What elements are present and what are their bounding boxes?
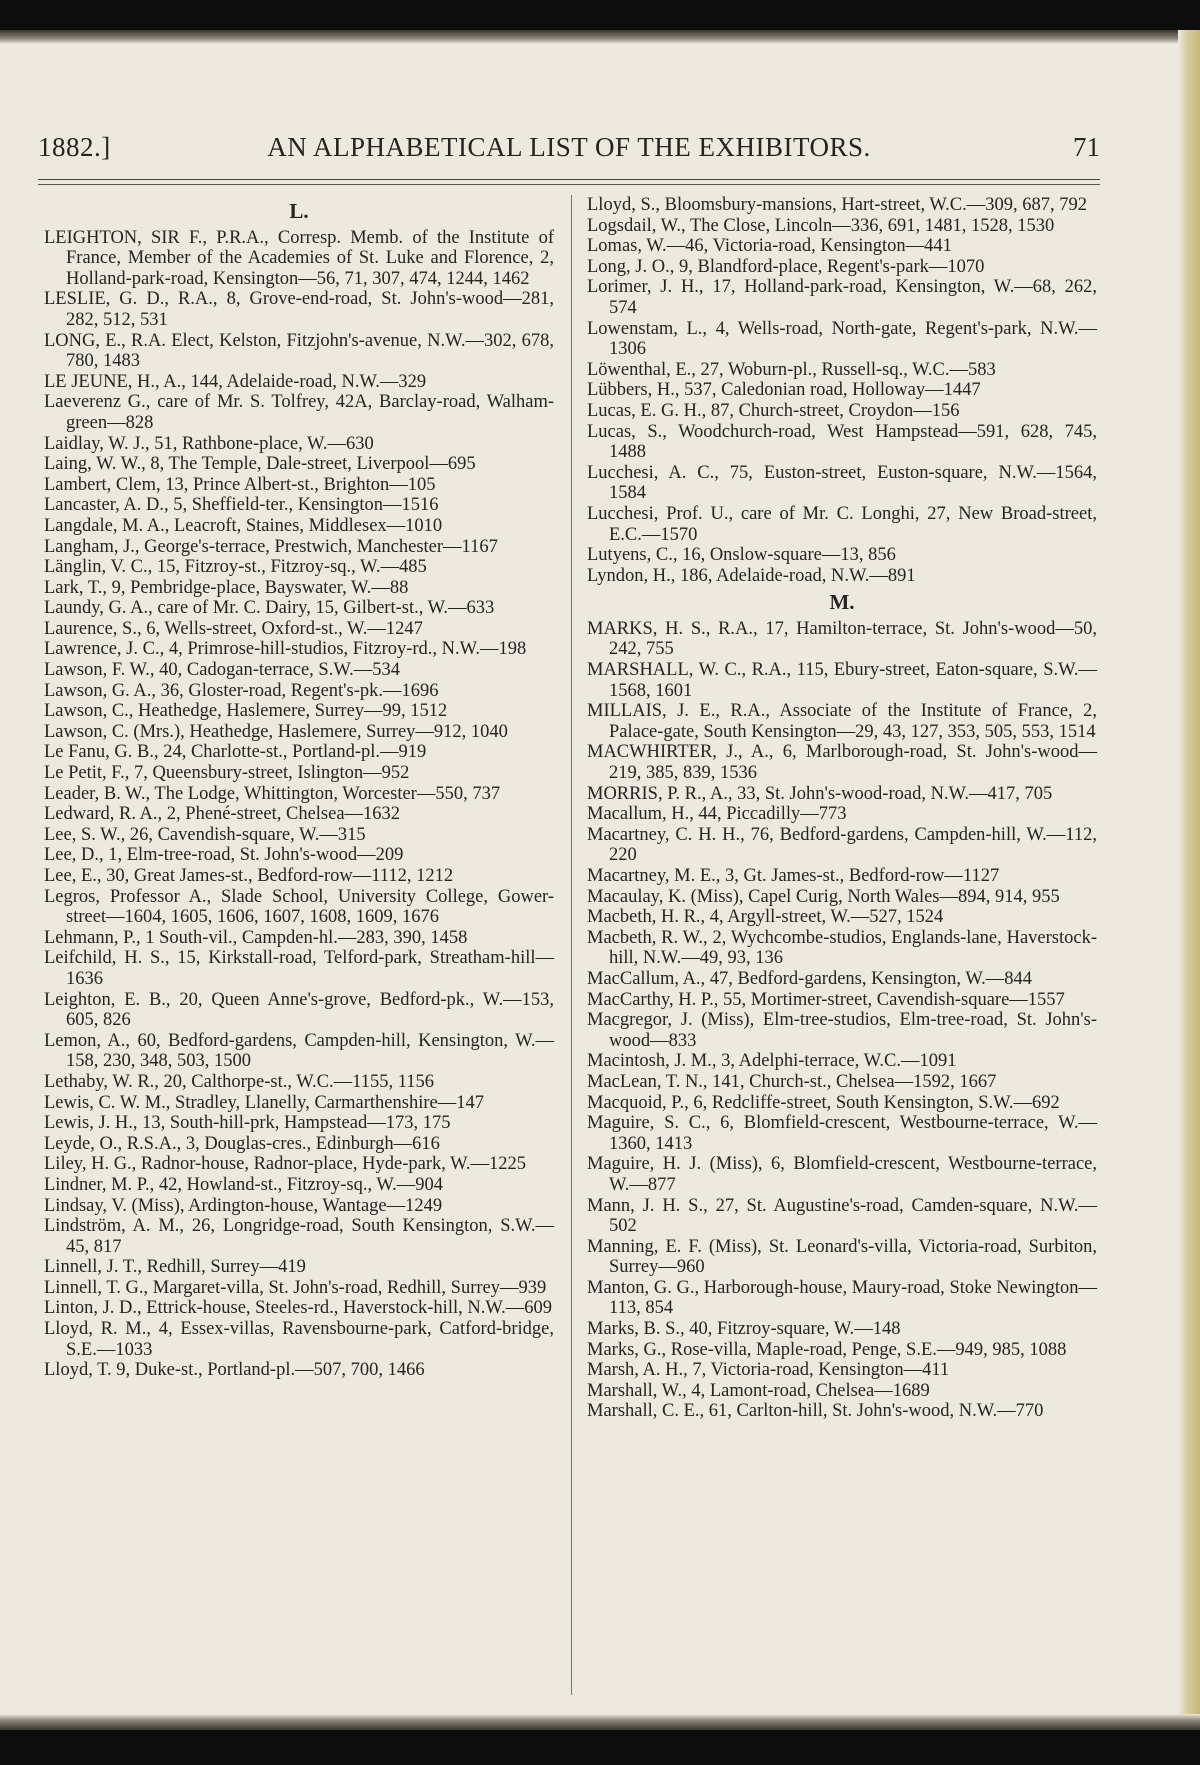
header-title: AN ALPHABETICAL LIST OF THE EXHIBITORS. bbox=[267, 132, 871, 162]
exhibitor-entry: Ledward, R. A., 2, Phené-street, Chelsea—1632 bbox=[44, 804, 401, 825]
exhibitor-entry: MORRIS, P. R., A., 33, St. John's-wood-road, N.W.—417, 705 bbox=[587, 783, 1053, 804]
exhibitor-entry: MACWHIRTER, J., A., 6, Marlborough-road, St. John's-wood—219, 385, 839, 1536 bbox=[587, 742, 1097, 784]
exhibitor-entry: Lyndon, H., 186, Adelaide-road, N.W.—891 bbox=[587, 565, 916, 586]
exhibitor-entry: Lawrence, J. C., 4, Primrose-hill-studios, Fitzroy-rd., N.W.—198 bbox=[44, 639, 527, 660]
exhibitor-entry: Marks, B. S., 40, Fitzroy-square, W.—148 bbox=[587, 1319, 901, 1340]
column-divider bbox=[571, 195, 572, 1695]
exhibitor-entry: Linnell, J. T., Redhill, Surrey—419 bbox=[44, 1257, 306, 1278]
exhibitor-entry: Legros, Professor A., Slade School, University College, Gower-street—1604, 1605, 1606, 1607, 1608, 1609, 1676 bbox=[44, 886, 554, 928]
exhibitor-entry: Logsdail, W., The Close, Lincoln—336, 691, 1481, 1528, 1530 bbox=[587, 215, 1055, 236]
exhibitor-entry: Leifchild, H. S., 15, Kirkstall-road, Telford-park, Streatham-hill—1636 bbox=[44, 948, 554, 989]
exhibitor-entry: Macquoid, P., 6, Redcliffe-street, South Kensington, S.W.—692 bbox=[587, 1092, 1060, 1113]
exhibitor-entry: Lucas, S., Woodchurch-road, West Hampstead—591, 628, 745, 1488 bbox=[587, 421, 1097, 463]
exhibitor-entry: Lucchesi, A. C., 75, Euston-street, Euston-square, N.W.—1564, 1584 bbox=[587, 462, 1097, 504]
exhibitor-entry: Lemon, A., 60, Bedford-gardens, Campden-hill, Kensington, W.—158, 230, 348, 503, 1500 bbox=[44, 1030, 554, 1072]
exhibitor-entry: LEIGHTON, SIR F., P.R.A., Corresp. Memb. of the Institute of France, Member of the Academies of St. Luke and Florence, 2, Holland-park-road, Kensington—56, 71, 307, 474, 1244, 1462 bbox=[44, 227, 554, 289]
exhibitor-entry: Lewis, J. H., 13, South-hill-prk, Hampstead—173, 175 bbox=[44, 1113, 451, 1134]
exhibitor-entry: Manning, E. F. (Miss), St. Leonard's-villa, Victoria-road, Surbiton, Surrey—960 bbox=[587, 1236, 1097, 1278]
exhibitor-entry: MacLean, T. N., 141, Church-st., Chelsea—1592, 1667 bbox=[587, 1071, 997, 1092]
header-rule-thin bbox=[38, 184, 1100, 185]
exhibitor-entry: Leader, B. W., The Lodge, Whittington, Worcester—550, 737 bbox=[44, 783, 501, 804]
exhibitor-entry: Manton, G. G., Harborough-house, Maury-road, Stoke Newington—113, 854 bbox=[587, 1277, 1097, 1319]
exhibitor-entry: Lee, S. W., 26, Cavendish-square, W.—315 bbox=[44, 824, 366, 845]
section-letter-m: M. bbox=[829, 590, 855, 615]
exhibitor-entry: Lawson, C., Heathedge, Haslemere, Surrey—99, 1512 bbox=[44, 701, 448, 722]
exhibitor-entry: Lambert, Clem, 13, Prince Albert-st., Brighton—105 bbox=[44, 474, 436, 495]
exhibitor-entry: Laidlay, W. J., 51, Rathbone-place, W.—630 bbox=[44, 433, 374, 454]
exhibitor-entry: Marshall, W., 4, Lamont-road, Chelsea—1689 bbox=[587, 1380, 930, 1401]
left-entry-list bbox=[44, 228, 554, 1381]
exhibitor-entry: Lloyd, R. M., 4, Essex-villas, Ravensbourne-park, Catford-bridge, S.E.—1033 bbox=[44, 1319, 554, 1360]
exhibitor-entry: Linton, J. D., Ettrick-house, Steeles-rd., Haverstock-hill, N.W.—609 bbox=[44, 1298, 552, 1319]
page-binding-edge bbox=[1178, 30, 1200, 1730]
exhibitor-entry: Lancaster, A. D., 5, Sheffield-ter., Kensington—1516 bbox=[44, 495, 439, 516]
page-bottom-edge bbox=[0, 1714, 1200, 1730]
exhibitor-entry: Lloyd, S., Bloomsbury-mansions, Hart-street, W.C.—309, 687, 792 bbox=[587, 195, 1087, 215]
exhibitor-entry: Lloyd, T. 9, Duke-st., Portland-pl.—507, 700, 1466 bbox=[44, 1360, 425, 1381]
exhibitor-entry: Macbeth, R. W., 2, Wychcombe-studios, Englands-lane, Haverstock-hill, N.W.—49, 93, 136 bbox=[587, 927, 1097, 969]
header-rule bbox=[38, 179, 1100, 180]
exhibitor-entry: Lindström, A. M., 26, Longridge-road, South Kensington, S.W.—45, 817 bbox=[44, 1216, 554, 1257]
exhibitor-entry: Lindsay, V. (Miss), Ardington-house, Wantage—1249 bbox=[44, 1195, 443, 1216]
exhibitor-entry: Lawson, G. A., 36, Gloster-road, Regent's-pk.—1696 bbox=[44, 680, 439, 701]
exhibitor-entry: Lewis, C. W. M., Stradley, Llanelly, Carmarthenshire—147 bbox=[44, 1092, 484, 1113]
exhibitor-entry: Long, J. O., 9, Blandford-place, Regent's-park—1070 bbox=[587, 256, 985, 277]
exhibitor-entry: Laundy, G. A., care of Mr. C. Dairy, 15, Gilbert-st., W.—633 bbox=[44, 598, 495, 619]
right-entry-list-l bbox=[587, 195, 1097, 586]
exhibitor-entry: Marks, G., Rose-villa, Maple-road, Penge, S.E.—949, 985, 1088 bbox=[587, 1339, 1067, 1360]
exhibitor-entry: Maguire, S. C., 6, Blomfield-crescent, Westbourne-terrace, W.—1360, 1413 bbox=[587, 1113, 1097, 1154]
exhibitor-entry: LONG, E., R.A. Elect, Kelston, Fitzjohn's-avenue, N.W.—302, 678, 780, 1483 bbox=[44, 330, 554, 372]
exhibitor-entry: Liley, H. G., Radnor-house, Radnor-place, Hyde-park, W.—1225 bbox=[44, 1154, 527, 1175]
exhibitor-entry: MILLAIS, J. E., R.A., Associate of the Institute of France, 2, Palace-gate, South Kensington—29, 43, 127, 353, 505, 553, 1514 bbox=[587, 701, 1097, 742]
exhibitor-entry: Lark, T., 9, Pembridge-place, Bayswater, W.—88 bbox=[44, 577, 409, 598]
exhibitor-entry: Leighton, E. B., 20, Queen Anne's-grove, Bedford-pk., W.—153, 605, 826 bbox=[44, 989, 554, 1031]
exhibitor-entry: Le Petit, F., 7, Queensbury-street, Islington—952 bbox=[44, 763, 410, 784]
exhibitor-entry: Lübbers, H., 537, Caledonian road, Holloway—1447 bbox=[587, 380, 981, 401]
exhibitor-entry: Linnell, T. G., Margaret-villa, St. John's-road, Redhill, Surrey—939 bbox=[44, 1277, 547, 1298]
exhibitor-entry: Macbeth, H. R., 4, Argyll-street, W.—527, 1524 bbox=[587, 907, 944, 928]
exhibitor-entry: Marshall, C. E., 61, Carlton-hill, St. John's-wood, N.W.—770 bbox=[587, 1401, 1044, 1422]
exhibitor-entry: Länglin, V. C., 15, Fitzroy-st., Fitzroy-sq., W.—485 bbox=[44, 557, 427, 578]
exhibitor-entry: LESLIE, G. D., R.A., 8, Grove-end-road, St. John's-wood—281, 282, 512, 531 bbox=[44, 289, 554, 330]
exhibitor-entry: Leyde, O., R.S.A., 3, Douglas-cres., Edinburgh—616 bbox=[44, 1133, 440, 1154]
exhibitor-entry: MacCarthy, H. P., 55, Mortimer-street, Cavendish-square—1557 bbox=[587, 989, 1065, 1010]
exhibitor-entry: Lee, E., 30, Great James-st., Bedford-row—1112, 1212 bbox=[44, 866, 454, 886]
header-year: 1882.] bbox=[38, 132, 111, 162]
exhibitor-entry: Lawson, C. (Mrs.), Heathedge, Haslemere, Surrey—912, 1040 bbox=[44, 721, 508, 742]
exhibitor-entry: Lethaby, W. R., 20, Calthorpe-st., W.C.—1155, 1156 bbox=[44, 1071, 435, 1092]
exhibitor-entry: LE JEUNE, H., A., 144, Adelaide-road, N.W.—329 bbox=[44, 371, 427, 392]
exhibitor-entry: MacCallum, A., 47, Bedford-gardens, Kensington, W.—844 bbox=[587, 968, 1032, 989]
page-top-edge bbox=[0, 30, 1200, 44]
left-column bbox=[44, 195, 554, 1381]
exhibitor-entry: Lomas, W.—46, Victoria-road, Kensington—441 bbox=[587, 236, 952, 257]
section-letter-l: L. bbox=[289, 199, 309, 223]
right-entry-list-m bbox=[587, 619, 1097, 1422]
exhibitor-entry: Lucas, E. G. H., 87, Church-street, Croydon—156 bbox=[587, 400, 960, 421]
exhibitor-entry: Marsh, A. H., 7, Victoria-road, Kensington—411 bbox=[587, 1360, 950, 1381]
exhibitor-entry: Lehmann, P., 1 South-vil., Campden-hl.—283, 390, 1458 bbox=[44, 927, 468, 948]
exhibitor-entry: Macallum, H., 44, Piccadilly—773 bbox=[587, 804, 847, 825]
exhibitor-entry: MARSHALL, W. C., R.A., 115, Ebury-street, Eaton-square, S.W.—1568, 1601 bbox=[587, 660, 1097, 701]
exhibitor-entry: Lee, D., 1, Elm-tree-road, St. John's-wood—209 bbox=[44, 845, 404, 866]
exhibitor-entry: Laeverenz G., care of Mr. S. Tolfrey, 42A, Barclay-road, Walham-green—828 bbox=[44, 392, 554, 433]
exhibitor-entry: Lowenstam, L., 4, Wells-road, North-gate, Regent's-park, N.W.—1306 bbox=[587, 318, 1097, 360]
exhibitor-entry: Macartney, C. H. H., 76, Bedford-gardens, Campden-hill, W.—112, 220 bbox=[587, 824, 1097, 866]
exhibitor-entry: Langham, J., George's-terrace, Prestwich, Manchester—1167 bbox=[44, 536, 498, 557]
running-header bbox=[38, 132, 1100, 172]
exhibitor-entry: Lawson, F. W., 40, Cadogan-terrace, S.W.—534 bbox=[44, 660, 400, 681]
page-number: 71 bbox=[1073, 132, 1100, 162]
exhibitor-entry: Langdale, M. A., Leacroft, Staines, Middlesex—1010 bbox=[44, 515, 443, 536]
exhibitor-entry: Laurence, S., 6, Wells-street, Oxford-st., W.—1247 bbox=[44, 618, 423, 639]
exhibitor-entry: Macaulay, K. (Miss), Capel Curig, North Wales—894, 914, 955 bbox=[587, 886, 1060, 907]
exhibitor-entry: Lucchesi, Prof. U., care of Mr. C. Longhi, 27, New Broad-street, E.C.—1570 bbox=[587, 503, 1097, 545]
exhibitor-entry: MARKS, H. S., R.A., 17, Hamilton-terrace, St. John's-wood—50, 242, 755 bbox=[587, 618, 1097, 660]
exhibitor-entry: Löwenthal, E., 27, Woburn-pl., Russell-sq., W.C.—583 bbox=[587, 359, 996, 380]
exhibitor-entry: Mann, J. H. S., 27, St. Augustine's-road, Camden-square, N.W.—502 bbox=[587, 1195, 1097, 1237]
exhibitor-entry: Macgregor, J. (Miss), Elm-tree-studios, Elm-tree-road, St. John's-wood—833 bbox=[587, 1010, 1097, 1051]
exhibitor-entry: Maguire, H. J. (Miss), 6, Blomfield-crescent, Westbourne-terrace, W.—877 bbox=[587, 1154, 1097, 1195]
exhibitor-entry: Macartney, M. E., 3, Gt. James-st., Bedford-row—1127 bbox=[587, 866, 1000, 886]
exhibitor-entry: Laing, W. W., 8, The Temple, Dale-street, Liverpool—695 bbox=[44, 454, 476, 475]
exhibitor-entry: Macintosh, J. M., 3, Adelphi-terrace, W.C.—1091 bbox=[587, 1051, 957, 1072]
exhibitor-entry: Lorimer, J. H., 17, Holland-park-road, Kensington, W.—68, 262, 574 bbox=[587, 277, 1097, 318]
right-column bbox=[587, 195, 1097, 1422]
exhibitor-entry: Lindner, M. P., 42, Howland-st., Fitzroy-sq., W.—904 bbox=[44, 1174, 444, 1195]
book-page bbox=[0, 30, 1200, 1730]
exhibitor-entry: Lutyens, C., 16, Onslow-square—13, 856 bbox=[587, 545, 896, 566]
exhibitor-entry: Le Fanu, G. B., 24, Charlotte-st., Portland-pl.—919 bbox=[44, 742, 427, 763]
